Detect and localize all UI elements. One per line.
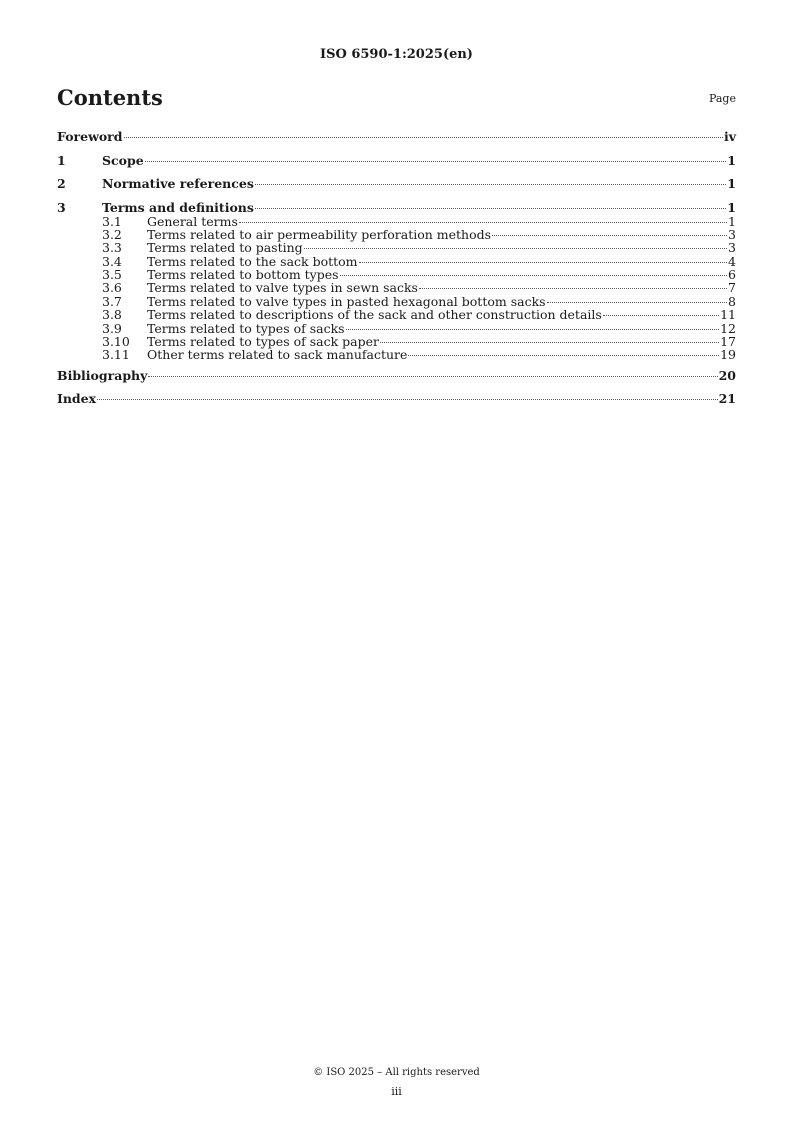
toc-subentry-number: 3.2 — [102, 226, 122, 242]
toc-subentry-title: General terms — [147, 213, 238, 229]
toc-entry-bibliography[interactable] — [57, 368, 736, 392]
toc-subentry[interactable] — [57, 348, 736, 361]
toc-subentry[interactable] — [57, 335, 736, 348]
toc-subentry-number: 3.11 — [102, 347, 130, 363]
toc-subentry-number: 3.5 — [102, 267, 122, 283]
toc-entry-page: 21 — [718, 391, 736, 407]
toc-subentry-page: 1 — [728, 213, 736, 229]
toc-subentry[interactable] — [57, 228, 736, 241]
toc-subentry-page: 4 — [728, 253, 736, 269]
contents-title: Contents — [57, 85, 163, 110]
dot-leader — [304, 248, 727, 249]
toc-subentry-page: 7 — [728, 280, 736, 296]
toc-subentry-page: 6 — [728, 267, 736, 283]
toc-entry-page: 20 — [718, 367, 736, 383]
toc-entry-number: 3 — [57, 199, 66, 215]
toc-entry-title: Normative references — [102, 176, 254, 191]
toc-subentry-number: 3.8 — [102, 307, 122, 323]
toc-subentry-title: Other terms related to sack manufacture — [147, 347, 408, 363]
dot-leader — [408, 355, 719, 356]
toc-subentry-page: 3 — [728, 226, 736, 242]
dot-leader — [346, 329, 720, 330]
dot-leader — [380, 342, 719, 343]
toc-subentry-title: Terms related to the sack bottom — [147, 253, 358, 269]
toc-entry-index[interactable] — [57, 391, 736, 415]
dot-leader — [547, 302, 727, 303]
toc-entry-normative-references[interactable] — [57, 176, 736, 200]
toc-subentry-page: 8 — [728, 293, 736, 309]
toc-subentry-page: 12 — [720, 320, 736, 336]
toc-entry-title: Index — [57, 391, 97, 407]
toc-subentry[interactable] — [57, 295, 736, 308]
toc-entry-title: Foreword — [57, 129, 123, 144]
toc-subentry-page: 19 — [720, 347, 736, 363]
page-number: iii — [391, 1085, 402, 1098]
toc-entry-title: Bibliography — [57, 367, 148, 383]
copyright-notice: © ISO 2025 – All rights reserved — [313, 1067, 480, 1078]
dot-leader — [145, 161, 727, 162]
dot-leader — [255, 184, 726, 185]
toc-subentry-title: Terms related to pasting — [147, 240, 303, 256]
toc-subentry[interactable] — [57, 215, 736, 228]
toc-subentry-number: 3.10 — [102, 334, 130, 350]
toc-subentry-number: 3.7 — [102, 293, 122, 309]
dot-leader — [359, 262, 728, 263]
toc-subentry-number: 3.9 — [102, 320, 122, 336]
toc-subentry[interactable] — [57, 268, 736, 281]
toc-entry-number: 2 — [57, 176, 66, 191]
toc-entry-page: 1 — [727, 152, 736, 168]
dot-leader — [97, 399, 718, 400]
dot-leader — [239, 222, 727, 223]
document-header: ISO 6590-1:2025(en) — [320, 47, 473, 62]
toc-entry-foreword[interactable] — [57, 129, 736, 153]
toc-subentry-title: Terms related to valve types in sewn sacks — [147, 280, 418, 296]
toc-subentry[interactable] — [57, 322, 736, 335]
toc-subentry-number: 3.1 — [102, 213, 122, 229]
toc-subentry-title: Terms related to types of sacks — [147, 320, 345, 336]
toc-entry-page: iv — [723, 129, 736, 144]
dot-leader — [255, 208, 726, 209]
toc-entry-scope[interactable] — [57, 153, 736, 177]
toc-subentry-title: Terms related to air permeability perforation methods — [147, 226, 492, 242]
toc-entry-terms-and-definitions[interactable] — [57, 200, 736, 215]
toc-subentry-number: 3.4 — [102, 253, 122, 269]
toc-entry-title: Terms and definitions — [102, 199, 254, 215]
dot-leader — [148, 376, 717, 377]
toc-entry-page: 1 — [727, 176, 736, 191]
toc-subentry-page: 17 — [720, 334, 736, 350]
dot-leader — [419, 288, 727, 289]
toc-subentry-title: Terms related to valve types in pasted hexagonal bottom sacks — [147, 293, 546, 309]
toc-subentry-title: Terms related to descriptions of the sack and other construction details — [147, 307, 602, 323]
toc-subentry-page: 3 — [728, 240, 736, 256]
toc-subentry-page: 11 — [720, 307, 736, 323]
toc-subentry-title: Terms related to types of sack paper — [147, 334, 379, 350]
toc-subentry[interactable] — [57, 241, 736, 254]
dot-leader — [492, 235, 727, 236]
toc-entry-number: 1 — [57, 152, 66, 168]
toc-subentry-number: 3.6 — [102, 280, 122, 296]
dot-leader — [603, 315, 719, 316]
toc-subentry[interactable] — [57, 255, 736, 268]
toc-subentry[interactable] — [57, 308, 736, 321]
toc-entry-title: Scope — [102, 152, 144, 168]
toc-subentry-number: 3.3 — [102, 240, 122, 256]
dot-leader — [124, 137, 723, 138]
dot-leader — [340, 275, 728, 276]
toc-subentry[interactable] — [57, 281, 736, 294]
page-column-label: Page — [708, 92, 736, 105]
toc-entry-page: 1 — [727, 199, 736, 215]
toc-subentry-title: Terms related to bottom types — [147, 267, 339, 283]
table-of-contents — [57, 129, 736, 415]
